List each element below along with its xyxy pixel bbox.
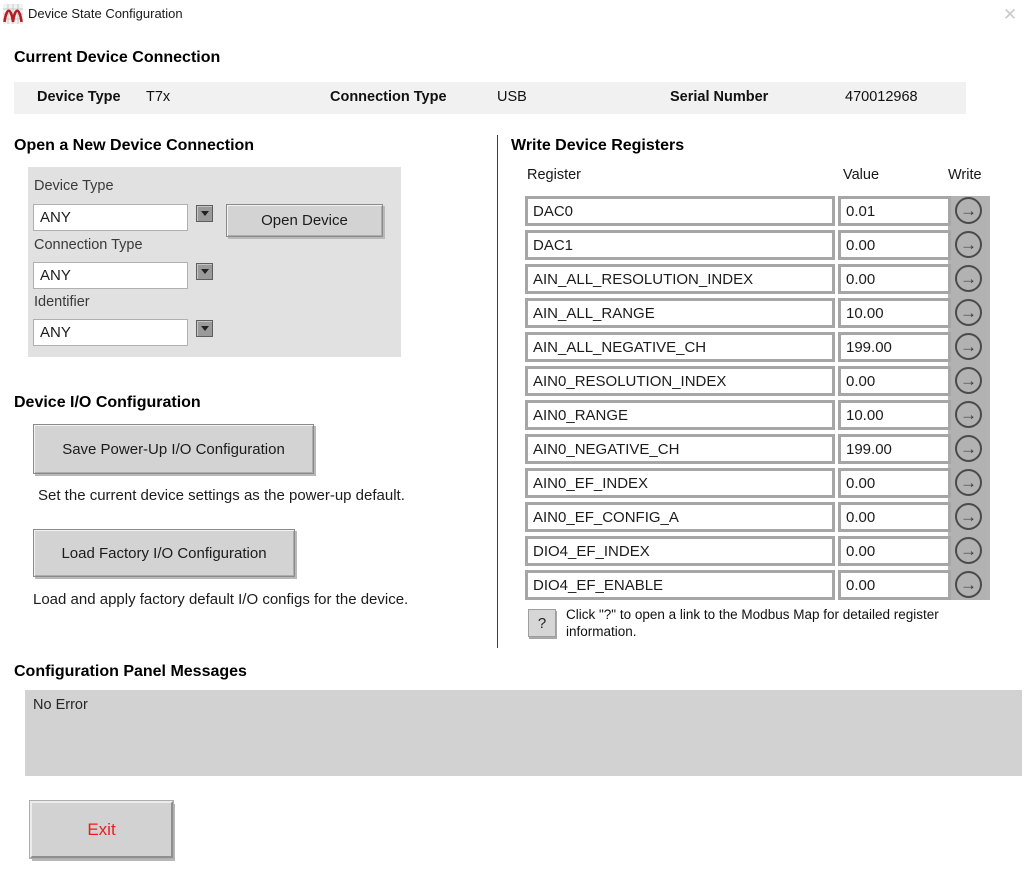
open-device-button[interactable]: Open Device: [226, 204, 383, 237]
register-column-header: Register: [527, 167, 581, 183]
register-value-text: 0.00: [846, 372, 876, 390]
register-name-field[interactable]: [525, 468, 835, 498]
help-button[interactable]: ?: [528, 609, 556, 637]
register-value-field[interactable]: [838, 332, 951, 362]
device-type-dropdown-button[interactable]: [196, 205, 213, 222]
open-device-type-label: Device Type: [34, 178, 114, 194]
register-name-text: AIN0_NEGATIVE_CH: [533, 440, 680, 458]
register-value-field[interactable]: [838, 434, 951, 464]
exit-button[interactable]: [30, 801, 173, 858]
open-connection-panel: [28, 167, 401, 357]
open-device-type-field[interactable]: [33, 204, 188, 231]
device-type-value: T7x: [146, 89, 171, 105]
serial-number-label: Serial Number: [670, 89, 769, 105]
register-value-text: 0.00: [846, 236, 876, 254]
modbus-help-text: Click "?" to open a link to the Modbus Map for detailed register information.: [566, 607, 939, 639]
register-name-text: AIN0_EF_CONFIG_A: [533, 508, 679, 526]
register-name-text: AIN_ALL_NEGATIVE_CH: [533, 338, 707, 356]
register-value-field[interactable]: [838, 264, 951, 294]
register-value-field[interactable]: [838, 536, 951, 566]
register-value-text: 0.00: [846, 542, 876, 560]
register-name-text: DAC1: [533, 236, 574, 254]
save-powerup-config-button[interactable]: Save Power-Up I/O Configuration: [33, 424, 314, 474]
identifier-dropdown-button[interactable]: [196, 320, 213, 337]
app-waveform-icon: [3, 4, 23, 24]
open-connection-heading: Open a New Device Connection: [14, 137, 255, 154]
chevron-down-icon: [201, 269, 209, 274]
register-value-field[interactable]: [838, 230, 951, 260]
register-value-field[interactable]: [838, 196, 951, 226]
write-button[interactable]: →: [955, 231, 982, 258]
registers-heading: Write Device Registers: [511, 137, 685, 154]
write-button[interactable]: →: [955, 299, 982, 326]
write-column-header: Write: [948, 167, 982, 183]
messages-box: [25, 690, 1022, 776]
identifier-value: ANY: [40, 324, 71, 341]
register-value-text: 10.00: [846, 406, 884, 424]
register-name-text: AIN0_EF_INDEX: [533, 474, 649, 492]
register-name-field[interactable]: [525, 230, 835, 260]
write-button[interactable]: →: [955, 469, 982, 496]
register-value-text: 0.00: [846, 508, 876, 526]
register-value-field[interactable]: [838, 502, 951, 532]
write-button[interactable]: →: [955, 401, 982, 428]
register-name-text: AIN0_RANGE: [533, 406, 629, 424]
register-name-field[interactable]: [525, 570, 835, 600]
io-config-heading: Device I/O Configuration: [14, 394, 201, 411]
serial-number-value: 470012968: [845, 89, 918, 105]
write-button[interactable]: →: [955, 367, 982, 394]
write-button-strip: [948, 196, 990, 600]
register-value-text: 0.01: [846, 202, 876, 220]
exit-button-label: Exit: [87, 819, 116, 839]
device-type-label: Device Type: [37, 89, 121, 105]
connection-type-label: Connection Type: [330, 89, 447, 105]
write-button[interactable]: →: [955, 265, 982, 292]
register-value-field[interactable]: [838, 570, 951, 600]
messages-text: No Error: [33, 697, 88, 713]
register-value-text: 0.00: [846, 576, 876, 594]
register-name-field[interactable]: [525, 264, 835, 294]
window-title: Device State Configuration: [28, 6, 183, 21]
chevron-down-icon: [201, 326, 209, 331]
connection-type-value: USB: [497, 89, 527, 105]
close-icon[interactable]: ✕: [1002, 5, 1018, 24]
load-factory-config-button[interactable]: Load Factory I/O Configuration: [33, 529, 295, 577]
register-value-text: 0.00: [846, 474, 876, 492]
chevron-down-icon: [201, 211, 209, 216]
write-button[interactable]: →: [955, 503, 982, 530]
register-name-text: DAC0: [533, 202, 574, 220]
messages-heading: Configuration Panel Messages: [14, 663, 247, 680]
write-button[interactable]: →: [955, 571, 982, 598]
vertical-divider: [497, 135, 498, 648]
register-value-field[interactable]: [838, 366, 951, 396]
register-name-field[interactable]: [525, 332, 835, 362]
register-value-text: 199.00: [846, 440, 892, 458]
current-connection-bar: [14, 82, 966, 114]
register-value-field[interactable]: [838, 400, 951, 430]
register-value-field[interactable]: [838, 298, 951, 328]
register-value-text: 10.00: [846, 304, 884, 322]
register-name-text: DIO4_EF_INDEX: [533, 542, 650, 560]
register-name-field[interactable]: [525, 298, 835, 328]
register-name-field[interactable]: [525, 536, 835, 566]
write-button[interactable]: →: [955, 537, 982, 564]
open-connection-type-label: Connection Type: [34, 237, 143, 253]
open-connection-type-value: ANY: [40, 267, 71, 284]
register-name-field[interactable]: [525, 502, 835, 532]
value-column-header: Value: [843, 167, 880, 183]
open-device-type-value: ANY: [40, 209, 71, 226]
identifier-field[interactable]: [33, 319, 188, 346]
register-name-text: AIN_ALL_RESOLUTION_INDEX: [533, 270, 754, 288]
identifier-label: Identifier: [34, 294, 90, 310]
connection-type-dropdown-button[interactable]: [196, 263, 213, 280]
register-value-text: 0.00: [846, 270, 876, 288]
save-config-caption: Set the current device settings as the power-up default.: [38, 487, 405, 504]
write-button[interactable]: →: [955, 197, 982, 224]
register-name-field[interactable]: [525, 366, 835, 396]
register-name-field[interactable]: [525, 196, 835, 226]
register-name-field[interactable]: [525, 434, 835, 464]
register-name-text: DIO4_EF_ENABLE: [533, 576, 664, 594]
register-value-text: 199.00: [846, 338, 892, 356]
register-value-field[interactable]: [838, 468, 951, 498]
register-name-field[interactable]: [525, 400, 835, 430]
register-name-text: AIN0_RESOLUTION_INDEX: [533, 372, 727, 390]
register-name-text: AIN_ALL_RANGE: [533, 304, 655, 322]
current-connection-heading: Current Device Connection: [14, 49, 221, 66]
load-config-caption: Load and apply factory default I/O configs for the device.: [33, 591, 409, 608]
write-button[interactable]: →: [955, 435, 982, 462]
open-connection-type-field[interactable]: [33, 262, 188, 289]
write-button[interactable]: →: [955, 333, 982, 360]
title-bar: [0, 0, 1030, 28]
